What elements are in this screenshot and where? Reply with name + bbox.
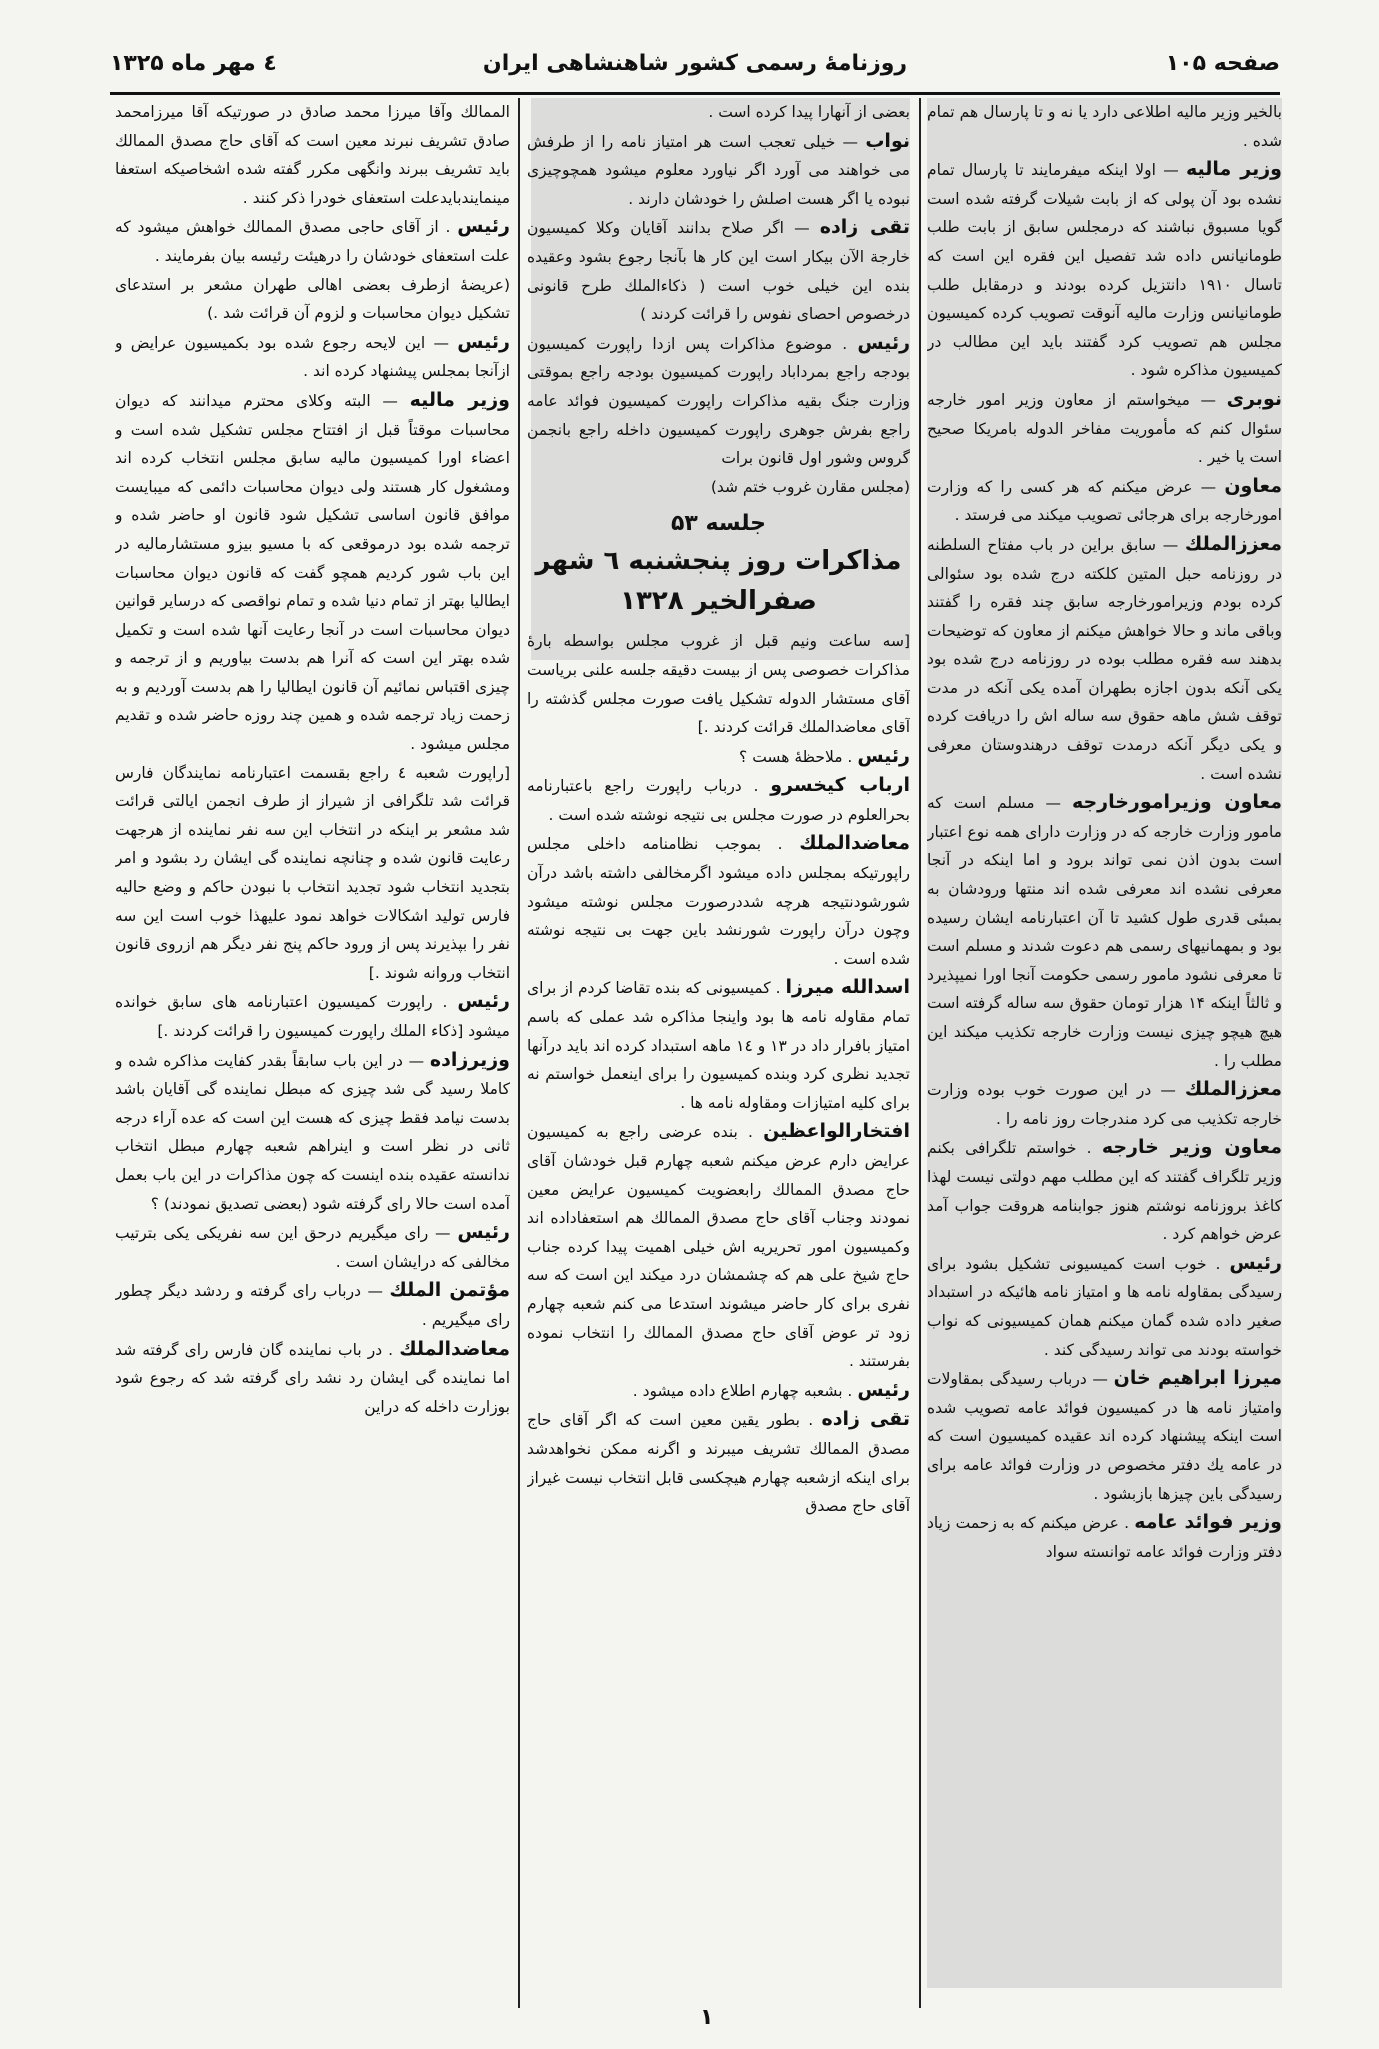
paragraph [115, 1046, 510, 1219]
paragraph [527, 127, 910, 214]
paragraph [527, 98, 910, 127]
column-divider [919, 98, 921, 2008]
paragraph-text: — اگر صلاح بدانند آقایان وکلا کمیسیون خارجة الآن بیکار است این کار ها بآنجا رجوع بشود وعقیده بنده این خیلی خوب است ( ذکاءالملك طرح قانونی درخصوص احصای نفوس را قرائت کردند ) [527, 219, 910, 324]
paragraph-text: [راپورت شعبه ٤ راجع بقسمت اعتبارنامه نمایندگان فارس قرائت شد تلگرافی از شیراز از طرف انجمن ایالتی قرائت شد مشعر بر اینکه در انتخاب این سه نفر نماینده از هرجهت رعایت قانون شده و چنانچه نماینده گی ایشان رد بشود و امر بتجدید انتخاب شود تجدید انتخاب با نبودن حاکم و وضع حالیه فارس تولید اشکالات خواهد نمود علیهذا خوب است این سه نفر را بپذیرند پس از ورود حاکم پنج نفر دیگر هم ازروی قانون انتخاب وروانه شوند .] [115, 763, 510, 982]
paragraph [527, 1117, 910, 1375]
paragraph [527, 771, 910, 829]
speaker-name: میرزا ابراهیم خان [1113, 1367, 1282, 1390]
paragraph-text: — خیلی تعجب است هر امتیاز نامه را از طرفش می خواهند می آورد اگر نیاورد معلوم میشود همچوچیزی نبوده یا اگر هست اصلش را خودشان دارند . [527, 132, 910, 208]
paragraph [115, 386, 510, 759]
paragraph-text: — این لایحه رجوع شده بود بکمیسیون عرایض و ازآنجا بمجلس پیشنهاد کرده اند . [115, 333, 510, 381]
paragraph [927, 1075, 1282, 1133]
speaker-name: تقی زاده [819, 216, 910, 239]
session-line-1: مذاکرات روز پنجشنبه ٦ شهر [535, 546, 902, 577]
paragraph-text: . خواستم تلگرافی بکنم وزیر تلگراف گفتند که این مطلب مهم دولتی نیست لهذا کاغذ بروزنامه نوشتم هنوز جوابنامه هروقت جواب آمد عرض خواهم کرد . [927, 1139, 1282, 1244]
paragraph-text: — در این صورت خوب بوده وزارت خارجه تکذیب می کرد مندرجات روز نامه را . [927, 1081, 1282, 1128]
paragraph-text: — در این باب سابقاً بقدر کفایت مذاکره شده و کاملا رسید گی شد چیزی که مبطل نماینده گی آقایان باشد بدست نیامد فقط چیزی که هست این است که عده آراء درجه ثانی در نظر است و اینراهم شعبه چهارم مبطل انتخاب ندانسته عقیده بنده اینست که چون مذاکرات در این باب بعمل آمده است حالا رای گرفته شود (بعضی تصدیق نمودند) ؟ [115, 1051, 510, 1213]
speaker-name: ارباب کیخسرو [770, 774, 910, 797]
paragraph [527, 829, 910, 973]
paragraph [527, 973, 910, 1117]
speaker-name: رئیس [1229, 1251, 1282, 1274]
paragraph-text: . بنده عرضی راجع به کمیسیون عرایض دارم عرض میکنم شعبه چهارم قبل خودشان آقای حاج مصدق الممالك رابعضویت کمیسیون عرایض معین نمودند وجناب آقای حاج مصدق الممالك هم استعفاداده اند وکمیسیون امور تحریریه اش خیلی اهمیت پیدا کرده جناب حاج شیخ علی هم که چشمشان درد میکند این است که سه نفری برای کار حاضر میشوند استدعا می کنم شعبه چهارم زود تر عوض آقای حاج مصدق الممالك را انتخاب نموده بفرستند . [527, 1123, 910, 1371]
speaker-name: مؤتمن الملك [389, 1279, 510, 1302]
paragraph-text: . کمیسیونی که بنده تقاضا کردم از برای تمام مقاوله نامه ها بود واینجا مذاکره شد عملی که باسم امتیاز بافرار داد در ۱۳ و ۱٤ ماهه استبداد کرده اند باید درآنها تجدید نظری کرد وبنده کمیسیون را برای اینعمل خواستم نه برای کلیه امتیازات ومقاوله نامه ها . [527, 979, 910, 1112]
page-label: صفحه ۱۰۵ [1165, 51, 1280, 76]
paragraph [927, 1133, 1282, 1248]
paragraph [527, 627, 910, 741]
paragraph [115, 759, 510, 988]
paragraph-text: بالخیر وزیر مالیه اطلاعی دارد یا نه و تا پارسال هم تمام شده . [927, 103, 1282, 150]
speaker-name: تقی زاده [821, 1408, 910, 1431]
speaker-name: معززالملك [1184, 532, 1282, 555]
session-number: جلسه ۵۳ [670, 511, 767, 537]
speaker-name: رئیس [457, 215, 510, 238]
paragraph [927, 530, 1282, 788]
paragraph-text: — البته وکلای محترم میدانند که دیوان محاسبات موقتاً قبل از افتتاح مجلس تشکیل شده است و اعضاء اورا کمیسیون مالیه سابق مجلس انتخاب کرده اند ومشغول کار هستند ولی دیوان محاسبات دائمی که میبایست موافق قانون اساسی تشکیل شود قانون او حاضر شده و ترجمه شده بود درموقعی که با مسیو بیزو مستشارمالیه در این باب شور کردیم همچو گفت که قانون دیوان محاسبات ایطالیا بهتر از تمام دنیا شده و تمام نواقصی که درسایر قوانین دیوان محاسبات است در آنجا رعایت آنها شده است و تکمیل شده بهتر این است که آنرا هم بدست بیاوریم و از ترجمه و چیزی اقتباس نمائیم آن قانون ایطالیا را هم بدست آوردیم و به زحمت زیاد ترجمه شده و همین چند روزه حاضر شده و تقدیم مجلس میشود . [115, 391, 510, 754]
paragraph-text: — اولا اینکه میفرمایند تا پارسال تمام نشده بود آن پولی که از بابت شیلات گرفته شده است گویا مسبوق نباشند که درمجلس سابق از بابت طلب طومانیانس داده شد تفصیل این فقره این است که تاسال ۱۹۱۰ دانتزیل کرده بودند و درمقابل طلب طومانیانس وزارت مالیه آنوقت تصویب کرده کمیسیون مجلس هم تصویب کرد گفتند باید این مطالب در کمیسیون مذاکره شود . [927, 161, 1282, 380]
paragraph-text: [سه ساعت ونیم قبل از غروب مجلس بواسطه بارهٔ مذاکرات خصوصی پس از بیست دقیقه جلسه علنی بریاست آقای مستشار الدوله تشکیل یافت صورت مجلس گذشته را آقای معاضدالملك قرائت کردند .] [527, 632, 910, 737]
speaker-name: رئیس [457, 1221, 510, 1244]
paragraph [527, 473, 910, 502]
column-divider [518, 98, 520, 2008]
paragraph [927, 98, 1282, 155]
column-middle-bottom [527, 627, 910, 1520]
paragraph-text: — مسلم است که مامور وزارت خارجه که در وزارت دارای همه نوع اعتبار است بدون اذن نمی تواند برود و اما اینکه در آنجا معرفی نشده اند معرفی شده اند منتها ورودشان به بمبئی قدری طول کشید تا آن اعتبارنامه ایشان رسیده بود و بمهمانیهای رسمی هم دعوت شدند و مسلم است تا معرفی نشود مامور رسمی حکومت آنجا اورا نمیپذیرد و ثالثاً اینکه ۱۴ هزار تومان حقوق سه ساله گرفته است هیچ هیچو چیزی نیست وزارت خارجه تکذیب میکند این مطلب را . [927, 794, 1282, 1070]
speaker-name: معاون [1224, 474, 1282, 497]
paragraph [115, 1276, 510, 1334]
speaker-name: رئیس [857, 1378, 910, 1401]
paragraph-text: — میخواستم از معاون وزیر امور خارجه سئوال کنم که مأموریت مفاخر الدوله بامریکا صحیح است یا خیر . [927, 390, 1282, 467]
paragraph [927, 788, 1282, 1075]
session-heading [527, 507, 910, 621]
speaker-name: وزیر مالیه [409, 388, 510, 411]
paragraph-text: . بطور یقین معین است که اگر آقای حاج مصدق الممالك تشریف میبرند و اگرنه ممکن نخواهدشد برای اینکه ازشعبه چهارم هیچکسی قابل انتخاب نیست غیراز آقای حاج مصدق [527, 1411, 910, 1516]
speaker-name: معاضدالملك [399, 1337, 510, 1360]
paragraph-text: — سابق براین در باب مفتاح السلطنه در روزنامه حبل المتین کلکته درج شده بود سئوالی کرده بودم وزیرامورخارجه سابق چند فقره را گفتند وباقی ماند و حالا خواهش میکنم از معاون که توضیحات بدهند سه فقره مطلب بوده در روزنامه درج شده بود یکی آنکه بدون اجازه بطهران آمده یکی آنکه در مدت توقف شش ماهه حقوق سه ساله اش را دریافت کرده و یکی دیگر آنکه درمدت توقف درهندوستان معرفی نشده است . [927, 535, 1282, 783]
paragraph-text: (مجلس مقارن غروب ختم شد) [710, 477, 910, 496]
paragraph-text: — درباب رای گرفته و ردشد دیگر چطور رای میگیریم . [115, 1282, 510, 1329]
paragraph [927, 1364, 1282, 1508]
paragraph-text: . ملاحظهٔ هست ؟ [739, 747, 853, 766]
speaker-name: معاون وزیر خارجه [1101, 1136, 1282, 1159]
speaker-name: نواب [865, 129, 910, 152]
speaker-name: افتخارالواعظین [763, 1120, 910, 1143]
paragraph [527, 742, 910, 772]
paragraph [927, 385, 1282, 472]
paragraph-text: الممالك وآقا میرزا محمد صادق در صورتیکه آقا میرزامحمد صادق تشریف نبرند معین است که آقای حاج مصدق الممالك باید تشریف ببرند وانگهی مکرر گفته شده اشخاصیکه استعفا مینمایندبایدعلت استعفای خودرا ذکر کنند . [115, 103, 510, 207]
paragraph [927, 1249, 1282, 1364]
paragraph-text: . راپورت کمیسیون اعتبارنامه های سابق خوانده میشود [ذکاء الملك راپورت کمیسیون را قرائت کردند .] [115, 993, 510, 1040]
column-left [115, 98, 510, 1988]
session-line-2: صفرالخیر ۱۳۲۸ [620, 586, 817, 617]
paragraph-text: — عرض میکنم که هر کسی را که وزارت امورخارجه برای هرجائی تصویب میکند می فرستد . [927, 477, 1282, 525]
paragraph [527, 1376, 910, 1406]
page-header [110, 45, 1280, 87]
paragraph-text: (عریضهٔ ازطرف بعضی اهالی طهران مشعر بر استدعای تشکیل دیوان محاسبات و لزوم آن قرائت شد .) [115, 275, 510, 323]
paragraph [115, 1218, 510, 1276]
paragraph [927, 1508, 1282, 1566]
speaker-name: رئیس [457, 330, 510, 353]
paragraph [927, 155, 1282, 385]
paragraph-text: — رای میگیریم درحق این سه نفریکی یکی بترتیب مخالفی که درایشان است . [115, 1224, 510, 1271]
paragraph-text: . خوب است کمیسیونی تشکیل بشود برای رسیدگی بمقاوله نامه ها و امتیاز نامه هائیکه در استبداد صغیر داده شده گمان میکنم همان کمیسیونی که نواب خواسته بودند می تواند رسیدگی کند . [927, 1254, 1282, 1359]
paragraph [115, 987, 510, 1045]
speaker-name: معاضدالملك [799, 832, 910, 855]
speaker-name: وزیر مالیه [1186, 158, 1282, 181]
speaker-name: وزیرزاده [429, 1048, 510, 1071]
paragraph [115, 212, 510, 270]
paragraph [115, 328, 510, 386]
paragraph-text: . در باب نماینده گان فارس رای گرفته شد اما نماینده گی ایشان رد نشد رای گرفته شد که رجوع شود بوزارت داخله که دراین [115, 1340, 510, 1416]
paragraph-text: . موضوع مذاکرات پس ازدا راپورت کمیسیون بودجه راجع بمرداباد راپورت کمیسیون بودجه راجع بموقتی وزارت جنگ بقیه مذاکرات راپورت کمیسیون فوائد عامه راجع بفرش جوهری راپورت کمیسیون داخله راجع بانجمن گروس وشور اول قانون برات [527, 334, 910, 468]
paragraph [115, 271, 510, 328]
paragraph [927, 472, 1282, 530]
speaker-name: رئیس [857, 331, 910, 354]
column-right [927, 98, 1282, 1988]
page-number: ۱ [700, 2005, 714, 2030]
paragraph-text: — درباب رسیدگی بمقاولات وامتیاز نامه ها در کمیسیون فوائد عامه تصویب شده است اینکه پیشنهاد کرده اند عقیده کمیسیون است که در عامه یك دفتر مخصوص در وزارت فوائد عامه برای رسیدگی باین چیزها بازبشود . [927, 1370, 1282, 1503]
speaker-name: معززالملك [1184, 1078, 1282, 1101]
paragraph-text: . عرض میکنم که به زحمت زیاد دفتر وزارت فوائد عامه توانسته سواد [927, 1514, 1282, 1561]
paragraph-text: . بموجب نظامنامه داخلی مجلس راپورتیکه بمجلس داده میشود اگرمخالفی داشته باشد درآن شورشودنتیجه هرچه شددرصورت مجلس نوشته میشود وچون درآن راپورت شورنشد باین جهت بی نتیجه نوشته شده است . [527, 835, 910, 968]
header-rule [110, 92, 1280, 95]
paragraph-text: . از آقای حاجی مصدق الممالك خواهش میشود که علت استعفای خودشان را درهیئت رئیسه بیان بفرمایند . [115, 218, 510, 265]
speaker-name: وزیر فوائد عامه [1134, 1511, 1282, 1534]
speaker-name: رئیس [457, 990, 510, 1013]
column-middle-top [527, 98, 910, 501]
issue-date: ٤ مهر ماه ۱۳۲۵ [110, 51, 277, 76]
paragraph [115, 98, 510, 212]
column-middle [527, 98, 910, 1988]
paragraph-text: . بشعبه چهارم اطلاع داده میشود . [632, 1381, 853, 1400]
paragraph [527, 1405, 910, 1520]
speaker-name: اسدالله میرزا [785, 976, 910, 999]
speaker-name: رئیس [857, 744, 910, 767]
speaker-name: نوبری [1226, 387, 1282, 410]
paragraph [115, 1335, 510, 1422]
newspaper-title: روزنامهٔ رسمی کشور شاهنشاهی ایران [482, 51, 908, 76]
paragraph [527, 213, 910, 328]
paragraph-text: بعضی از آنهارا پیدا کرده است . [708, 103, 910, 121]
paragraph [527, 329, 910, 473]
paragraph-text: . درباب راپورت راجع باعتبارنامه بحرالعلوم در صورت مجلس بی نتیجه نوشته شده است . [527, 777, 910, 824]
speaker-name: معاون وزیرامورخارجه [1071, 791, 1282, 814]
